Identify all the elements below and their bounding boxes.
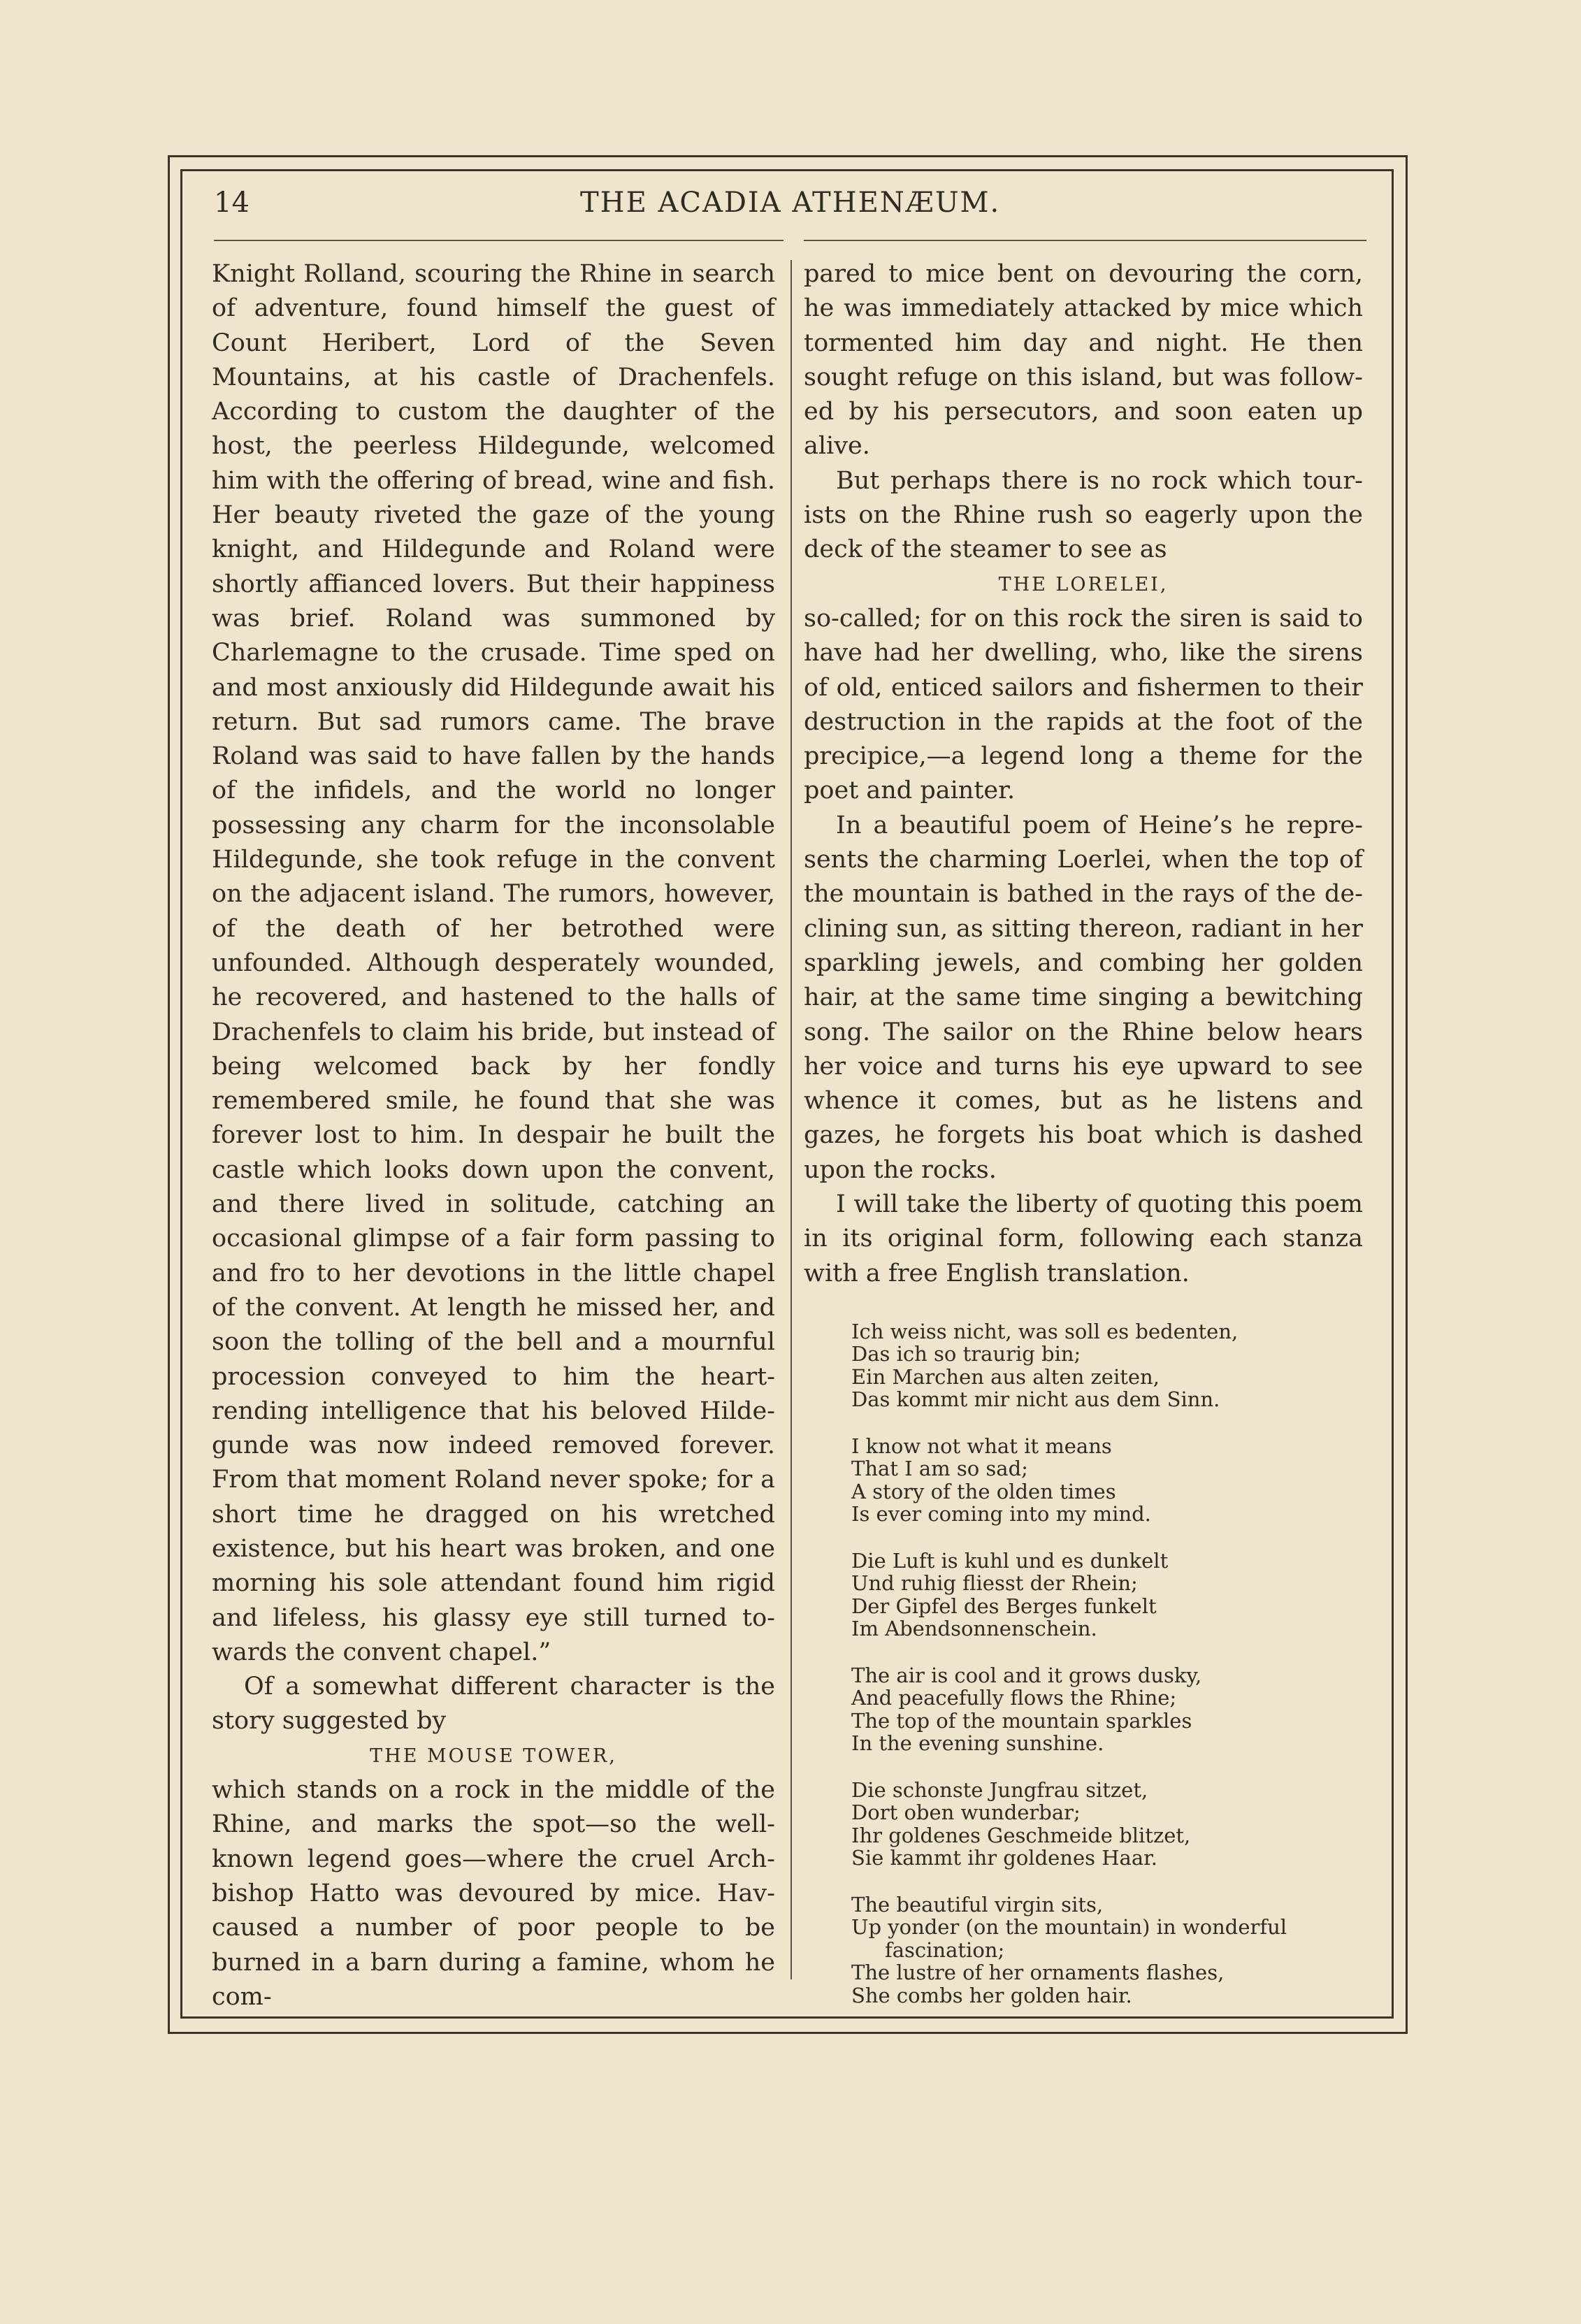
- section-subheading: THE LORELEI,: [998, 573, 1169, 596]
- poem-line: Ihr goldenes Geschmeide blitzet,: [851, 1823, 1191, 1847]
- paragraph: Knight Rolland, scouring the Rhine in search of adventure, found himself the guest of Count Heribert, Lord of the Seven Mountains, at his castle of Drachenfels. According to custom the daughter of the host, the peerless Hildegunde, welcomed him with the offering of bread, wine and fish. Her beauty riveted the gaze of the young knight, and Hildegunde and Roland were shortly affianced lovers. But their happiness was brief. Roland was summoned by Charlemagne to the crusade. Time sped on and most anxiously did Hildegunde await his return. But sad rumors came. The brave Roland was said to have fallen by the hands of the infidels, and the world no longer possessing any charm for the inconsolable Hildegunde, she took refuge in the convent on the adjacent island. The rumors, however, of the death of her betrothed were unfounded. Although desperately wounded, he recovered, and hastened to the halls of Drachenfels to claim his bride, but instead of being welcomed back by her fondly remembered smile, he found that she was forever lost to him. In despair he built the castle which looks down upon the convent, and there lived in solitude, catching an occasional glimpse of a fair form passing to and fro to her devotions in the little chapel of the convent. At length he missed her, and soon the tolling of the bell and a mournful procession conveyed to him the heart-rending intelligence that his beloved Hildegunde was now indeed removed forever. From that moment Roland never spoke; for a short time he dragged on his wretched existence, but his heart was broken, and one morning his sole attendant found him rigid and lifeless, his glassy eye still turned towards the convent chapel.”: [212, 260, 775, 1666]
- poem-line: That I am so sad;: [851, 1457, 1028, 1481]
- header-rule-left: [214, 240, 784, 241]
- poem-line: Das ich so traurig bin;: [851, 1342, 1081, 1366]
- paragraph: so-called; for on this rock the siren is said to have had her dwelling, who, like the sirens of old, enticed sailors and fishermen to their destruction in the rapids at the foot of the precipice,—a legend long a theme for the poet and painter.: [804, 604, 1363, 805]
- poem-line: Ich weiss nicht, was soll es bedenten,: [851, 1319, 1239, 1343]
- page-header: [210, 178, 1370, 220]
- paragraph: In a beautiful poem of Heine’s he represents the charming Loerlei, when the top of the mountain is bathed in the rays of the declining sun, as sitting thereon, radiant in her sparkling jewels, and combing her golden hair, at the same time singing a bewitching song. The sailor on the Rhine below hears her voice and turns his eye upward to see whence it comes, but as he listens and gazes, he forgets his boat which is dashed upon the rocks.: [804, 811, 1363, 1184]
- poem-line: I know not what it means: [851, 1434, 1112, 1458]
- paragraph: Of a somewhat different character is the story suggested by: [212, 1673, 775, 1735]
- poem-line: The beautiful virgin sits,: [851, 1892, 1104, 1917]
- poem-line: The air is cool and it grows dusky,: [851, 1663, 1202, 1687]
- paragraph: pared to mice bent on devouring the corn, he was immediately attacked by mice which tormented him day and night. He then sought refuge on this island, but was followed by his persecutors, and soon eaten up alive.: [804, 260, 1363, 461]
- poem-line: She combs her golden hair.: [851, 1983, 1132, 2007]
- poem-line: Sie kammt ihr goldenes Haar.: [851, 1846, 1158, 1870]
- poem-stanza: [851, 1779, 1363, 1870]
- poem-line: Ein Marchen aus alten zeiten,: [851, 1364, 1160, 1389]
- right-column: [804, 257, 1363, 2030]
- column-divider: [790, 260, 792, 1979]
- poem-line: fascination;: [885, 1937, 1005, 1962]
- running-title: THE ACADIA ATHENÆUM.: [580, 187, 1001, 219]
- page-number: 14: [214, 187, 250, 219]
- poem-line: In the evening sunshine.: [851, 1731, 1104, 1756]
- poem-stanza: [851, 1320, 1363, 1411]
- paragraph: But perhaps there is no rock which tourists on the Rhine rush so eagerly upon the deck of the steamer to see as: [804, 466, 1363, 564]
- poem-line: Die Luft is kuhl und es dunkelt: [851, 1548, 1169, 1573]
- paragraph: which stands on a rock in the middle of the Rhine, and marks the spot—so the well-known legend goes—where the cruel Archbishop Hatto was devoured by mice. Havcaused a number of poor people to be burned in a barn during a famine, whom he com-: [212, 1776, 775, 2011]
- poem-stanza: [851, 1893, 1363, 2007]
- poem-stanza: [851, 1664, 1363, 1755]
- poem-line: Im Abendsonnenschein.: [851, 1617, 1097, 1641]
- poem-line: A story of the olden times: [851, 1479, 1116, 1503]
- paragraph: I will take the liberty of quoting this poem in its original form, following each stanza with a free English translation.: [804, 1190, 1363, 1287]
- poem-line: Up yonder (on the mountain) in wonderful: [851, 1915, 1287, 1940]
- poem-line: Der Gipfel des Berges funkelt: [851, 1594, 1157, 1618]
- poem-stanza: [851, 1550, 1363, 1640]
- header-rule-right: [804, 240, 1366, 241]
- poem-line: Dort oben wunderbar;: [851, 1800, 1081, 1825]
- poem-stanza: [851, 1435, 1363, 1526]
- poem-line: The top of the mountain sparkles: [851, 1708, 1192, 1733]
- poem-line: Und ruhig fliesst der Rhein;: [851, 1571, 1138, 1596]
- poem-line: Is ever coming into my mind.: [851, 1502, 1151, 1527]
- left-column: [212, 257, 775, 2014]
- poem-line: The lustre of her ornaments flashes,: [851, 1961, 1225, 1985]
- poem-line: Die schonste Jungfrau sitzet,: [851, 1777, 1148, 1802]
- section-subheading: THE MOUSE TOWER,: [370, 1745, 617, 1767]
- poem-line: And peacefully flows the Rhine;: [851, 1686, 1177, 1710]
- poem: [851, 1320, 1363, 2007]
- poem-line: Das kommt mir nicht aus dem Sinn.: [851, 1387, 1220, 1412]
